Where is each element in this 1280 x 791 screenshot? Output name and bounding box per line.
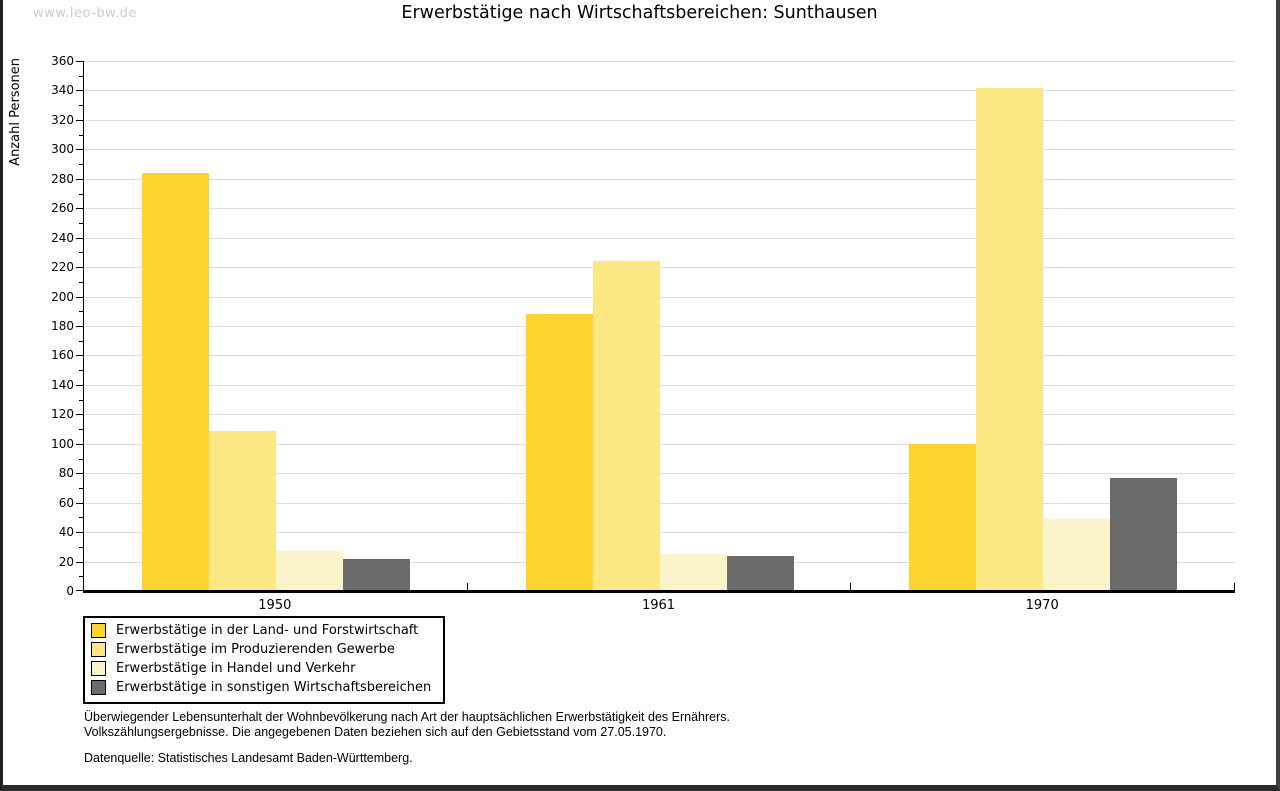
legend-item-4 xyxy=(91,678,431,697)
bar-series2-1970 xyxy=(976,88,1043,592)
y-minor-tick-30 xyxy=(79,547,84,548)
x-label-1970: 1970 xyxy=(1025,598,1059,613)
y-tick-label-140: 140 xyxy=(51,377,74,392)
x-axis-line xyxy=(83,590,1235,593)
y-minor-tick-230 xyxy=(79,252,84,253)
bar-series4-1970 xyxy=(1110,478,1177,591)
gridline-y-200 xyxy=(84,297,1235,298)
y-tick-40 xyxy=(76,532,84,533)
y-tick-160 xyxy=(76,355,84,356)
x-tick-boundary-3 xyxy=(1234,583,1235,591)
gridline-y-320 xyxy=(84,120,1235,121)
y-minor-tick-190 xyxy=(79,311,84,312)
bar-series4-1961 xyxy=(727,556,794,591)
footer-line-1: Überwiegender Lebensunterhalt der Wohnbevölkerung nach Art der hauptsächlichen Erwerbstätigkeit des Ernährers. xyxy=(84,710,730,724)
y-minor-tick-350 xyxy=(79,76,84,77)
y-tick-label-260: 260 xyxy=(51,201,74,216)
y-tick-300 xyxy=(76,149,84,150)
y-minor-tick-110 xyxy=(79,429,84,430)
bar-series3-1970 xyxy=(1043,519,1110,591)
x-tick-boundary-2 xyxy=(850,583,851,591)
legend-label-2: Erwerbstätige im Produzierenden Gewerbe xyxy=(116,642,395,657)
bar-series2-1950 xyxy=(209,431,276,591)
y-tick-label-80: 80 xyxy=(58,466,74,481)
y-tick-label-20: 20 xyxy=(58,554,74,569)
gridline-y-360 xyxy=(84,61,1235,62)
y-axis-title: Anzahl Personen xyxy=(8,58,23,166)
y-tick-label-280: 280 xyxy=(51,171,74,186)
bar-series2-1961 xyxy=(593,261,660,591)
y-tick-240 xyxy=(76,238,84,239)
y-tick-100 xyxy=(76,444,84,445)
gridline-y-240 xyxy=(84,238,1235,239)
legend-swatch-4 xyxy=(91,680,106,695)
x-label-1950: 1950 xyxy=(258,598,292,613)
watermark: www.leo-bw.de xyxy=(33,6,137,21)
y-minor-tick-250 xyxy=(79,223,84,224)
gridline-y-140 xyxy=(84,385,1235,386)
legend-label-4: Erwerbstätige in sonstigen Wirtschaftsbereichen xyxy=(116,680,432,695)
legend-label-1: Erwerbstätige in der Land- und Forstwirtschaft xyxy=(116,623,419,638)
y-tick-label-120: 120 xyxy=(51,407,74,422)
legend-label-3: Erwerbstätige in Handel und Verkehr xyxy=(116,661,356,676)
bar-series3-1961 xyxy=(660,554,727,591)
legend-item-2 xyxy=(91,640,431,659)
y-tick-120 xyxy=(76,414,84,415)
x-axis-labels xyxy=(83,598,1234,613)
y-tick-20 xyxy=(76,562,84,563)
legend xyxy=(83,616,445,704)
y-tick-220 xyxy=(76,267,84,268)
y-tick-320 xyxy=(76,120,84,121)
x-tick-boundary-1 xyxy=(467,583,468,591)
legend-item-3 xyxy=(91,659,431,678)
y-tick-260 xyxy=(76,208,84,209)
y-tick-label-220: 220 xyxy=(51,260,74,275)
gridline-y-300 xyxy=(84,149,1235,150)
y-tick-label-60: 60 xyxy=(58,495,74,510)
y-tick-280 xyxy=(76,179,84,180)
y-minor-tick-170 xyxy=(79,341,84,342)
plot-area xyxy=(51,54,1235,598)
y-tick-label-300: 300 xyxy=(51,142,74,157)
gridline-y-160 xyxy=(84,355,1235,356)
y-tick-label-0: 0 xyxy=(66,584,74,598)
y-minor-tick-210 xyxy=(79,282,84,283)
y-tick-340 xyxy=(76,90,84,91)
y-tick-140 xyxy=(76,385,84,386)
y-tick-label-180: 180 xyxy=(51,319,74,333)
y-minor-tick-130 xyxy=(79,400,84,401)
y-tick-label-240: 240 xyxy=(51,230,74,245)
legend-swatch-3 xyxy=(91,661,106,676)
y-minor-tick-150 xyxy=(79,370,84,371)
y-tick-label-200: 200 xyxy=(51,289,74,304)
y-minor-tick-310 xyxy=(79,135,84,136)
y-tick-80 xyxy=(76,473,84,474)
gridline-y-120 xyxy=(84,414,1235,415)
y-tick-label-340: 340 xyxy=(51,83,74,98)
y-tick-360 xyxy=(76,61,84,62)
y-tick-200 xyxy=(76,297,84,298)
bar-series3-1950 xyxy=(276,551,343,591)
gridline-y-180 xyxy=(84,326,1235,327)
y-minor-tick-90 xyxy=(79,459,84,460)
y-minor-tick-10 xyxy=(79,576,84,577)
y-tick-label-320: 320 xyxy=(51,112,74,127)
gridline-y-260 xyxy=(84,208,1235,209)
chart-title: Erwerbstätige nach Wirtschaftsbereichen: Sunthausen xyxy=(401,3,878,23)
gridline-y-280 xyxy=(84,179,1235,180)
y-tick-label-40: 40 xyxy=(58,525,74,540)
gridline-y-220 xyxy=(84,267,1235,268)
y-tick-60 xyxy=(76,503,84,504)
legend-swatch-1 xyxy=(91,623,106,638)
legend-swatch-2 xyxy=(91,642,106,657)
bar-series1-1950 xyxy=(142,173,209,591)
gridline-y-340 xyxy=(84,90,1235,91)
bar-series1-1961 xyxy=(526,314,593,591)
bar-series4-1950 xyxy=(343,559,410,591)
y-minor-tick-70 xyxy=(79,488,84,489)
y-tick-180 xyxy=(76,326,84,327)
x-label-1961: 1961 xyxy=(641,598,676,613)
footer-line-2: Volkszählungsergebnisse. Die angegebenen Daten beziehen sich auf den Gebietsstand vom 27.05.1970. xyxy=(84,724,667,739)
y-tick-label-360: 360 xyxy=(51,54,74,68)
footer-notes xyxy=(84,710,730,766)
y-minor-tick-330 xyxy=(79,105,84,106)
y-minor-tick-270 xyxy=(79,194,84,195)
bar-series1-1970 xyxy=(909,444,976,591)
y-minor-tick-50 xyxy=(79,517,84,518)
data-source: Datenquelle: Statistisches Landesamt Baden-Württemberg. xyxy=(84,751,413,765)
y-tick-label-160: 160 xyxy=(51,348,74,363)
legend-item-1 xyxy=(91,621,431,640)
y-tick-label-100: 100 xyxy=(51,436,74,451)
y-minor-tick-290 xyxy=(79,164,84,165)
